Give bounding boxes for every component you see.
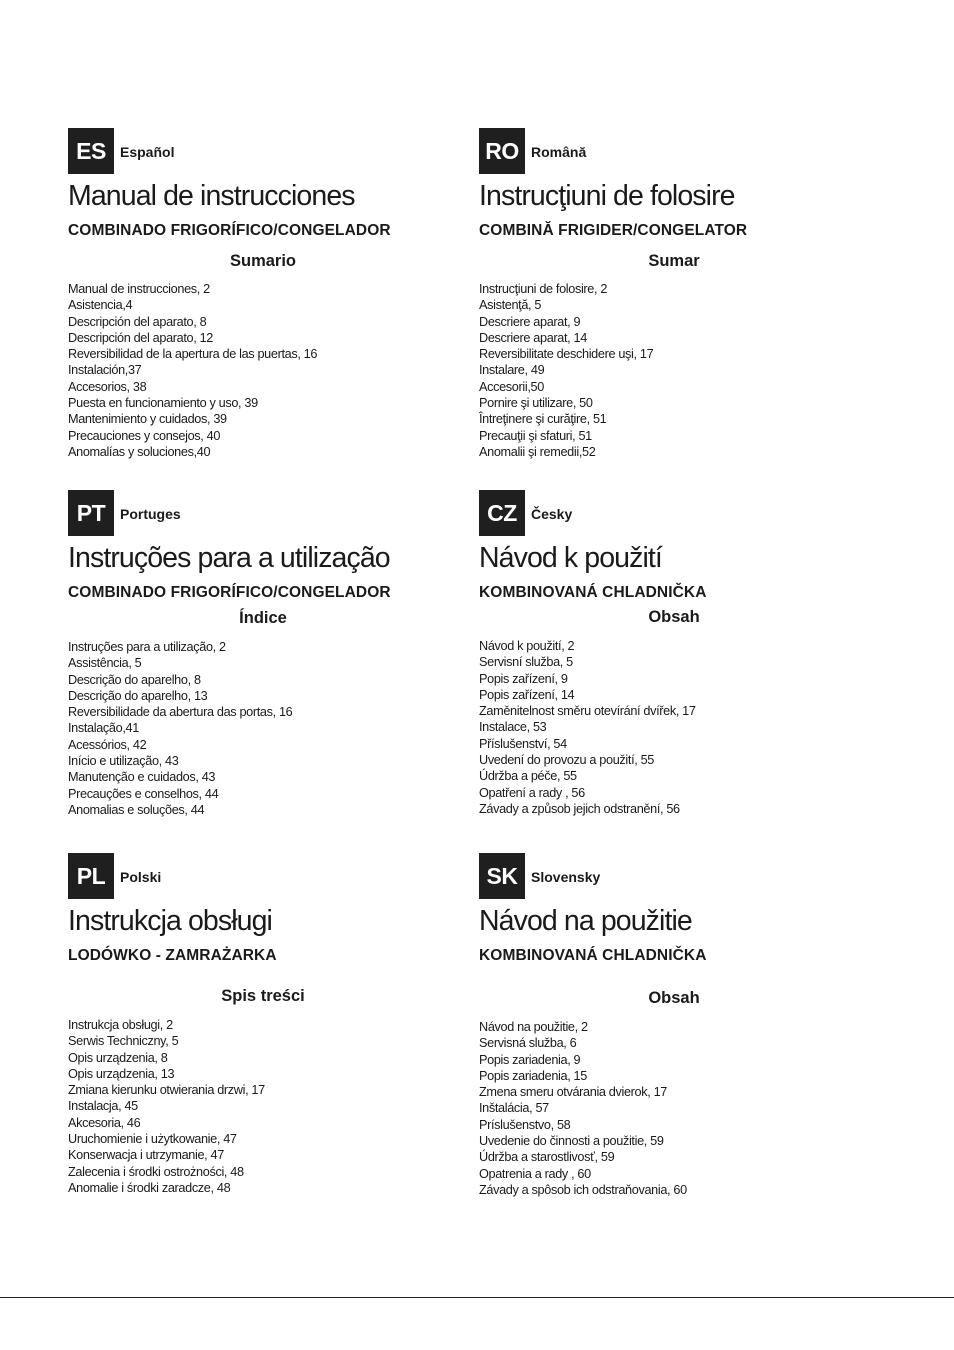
list-item: Serwis Techniczny, 5 [68,1034,179,1049]
table-of-contents [479,1019,687,1198]
list-item: Instalacja, 45 [68,1099,138,1114]
list-item: Popis zařízení, 9 [479,671,568,686]
language-name: Polski [120,869,162,885]
manual-title: Manual de instrucciones [68,180,355,212]
contents-heading: Obsah [648,608,700,626]
list-item: Descriere aparat, 9 [479,314,581,329]
list-item: Uruchomienie i użytkowanie, 47 [68,1132,237,1147]
list-item: Inštalácia, 57 [479,1101,549,1116]
product-subtitle: COMBINADO FRIGORÍFICO/CONGELADOR [68,584,391,601]
list-item: Instalación,37 [68,363,142,378]
list-item: Zaměnitelnost směru otevírání dvířek, 17 [479,704,696,719]
list-item: Accesorii,50 [479,379,544,394]
manual-title: Instruções para a utilização [68,542,390,574]
list-item: Instalace, 53 [479,720,547,735]
list-item: Údržba a starostlivosť, 59 [479,1150,615,1165]
list-item: Opis urządzenia, 8 [68,1050,168,1065]
section-pl [68,853,438,1195]
product-subtitle: LODÓWKO - ZAMRAŻARKA [68,947,277,964]
list-item: Instalare, 49 [479,363,545,378]
list-item: Příslušenství, 54 [479,736,567,751]
language-code-badge: ES [68,128,114,174]
list-item: Popis zariadenia, 15 [479,1068,587,1083]
section-ro [479,128,849,459]
list-item: Zmiana kierunku otwierania drzwi, 17 [68,1083,265,1098]
product-subtitle: KOMBINOVANÁ CHLADNIČKA [479,584,707,601]
list-item: Manutenção e cuidados, 43 [68,770,216,785]
list-item: Reversibilidade da abertura das portas, 16 [68,705,293,720]
list-item: Uvedení do provozu a použití, 55 [479,753,655,768]
language-name: Español [120,144,175,160]
contents-heading: Spis treści [221,987,305,1005]
list-item: Popis zařízení, 14 [479,687,575,702]
manual-title: Návod na použitie [479,905,692,937]
list-item: Anomalias e soluções, 44 [68,802,205,817]
list-item: Instruções para a utilização, 2 [68,640,226,654]
list-item: Asistenţă, 5 [479,298,542,313]
list-item: Opis urządzenia, 13 [68,1066,175,1081]
manual-title: Instrucţiuni de folosire [479,180,735,212]
section-header [68,853,438,899]
list-item: Mantenimiento y cuidados, 39 [68,412,227,427]
list-item: Întreţinere şi curăţire, 51 [479,412,607,427]
manual-title: Návod k použití [479,542,662,574]
section-header [479,490,849,536]
section-es [68,128,438,459]
section-header [479,853,849,899]
list-item: Reversibilidad de la apertura de las puertas, 16 [68,347,318,362]
contents-heading: Sumar [648,252,700,270]
list-item: Pornire şi utilizare, 50 [479,396,593,411]
list-item: Anomalii şi remedii,52 [479,444,596,459]
list-item: Precauciones y consejos, 40 [68,428,221,443]
list-item: Acessórios, 42 [68,737,147,752]
table-of-contents [68,639,292,818]
list-item: Závady a spôsob ich odstraňovania, 60 [479,1182,687,1197]
section-sk [479,853,849,1197]
list-item: Início e utilização, 43 [68,754,179,769]
table-of-contents [68,281,317,460]
list-item: Anomalías y soluciones,40 [68,444,211,459]
bottom-divider [0,1297,954,1298]
contents-heading: Obsah [648,989,700,1007]
list-item: Reversibilitate deschidere uşi, 17 [479,347,654,362]
list-item: Anomalie i środki zaradcze, 48 [68,1180,231,1195]
table-of-contents [479,638,696,817]
list-item: Opatření a rady , 56 [479,785,585,800]
list-item: Servisní služba, 5 [479,655,573,670]
language-name: Română [531,144,587,160]
list-item: Descrição do aparelho, 13 [68,688,208,703]
list-item: Návod k použití, 2 [479,639,575,653]
section-header [479,128,849,174]
language-name: Česky [531,506,573,522]
list-item: Popis zariadenia, 9 [479,1052,581,1067]
section-header [68,128,438,174]
list-item: Servisná služba, 6 [479,1036,577,1051]
list-item: Accesorios, 38 [68,379,147,394]
language-code-badge: RO [479,128,525,174]
language-code-badge: SK [479,853,525,899]
product-subtitle: KOMBINOVANÁ CHLADNIČKA [479,947,707,964]
list-item: Asistencia,4 [68,298,133,313]
list-item: Príslušenstvo, 58 [479,1117,571,1132]
list-item: Instalação,41 [68,721,139,736]
list-item: Descripción del aparato, 12 [68,330,214,345]
language-name: Slovensky [531,869,601,885]
list-item: Descripción del aparato, 8 [68,314,207,329]
list-item: Zalecenia i środki ostrożności, 48 [68,1164,244,1179]
list-item: Akcesoria, 46 [68,1115,141,1130]
section-pt [68,490,438,817]
product-subtitle: COMBINADO FRIGORÍFICO/CONGELADOR [68,222,391,239]
list-item: Puesta en funcionamiento y uso, 39 [68,396,258,411]
list-item: Konserwacja i utrzymanie, 47 [68,1148,224,1163]
list-item: Descriere aparat, 14 [479,330,587,345]
list-item: Precauções e conselhos, 44 [68,786,219,801]
language-name: Portuges [120,506,181,522]
manual-title: Instrukcja obsługi [68,905,272,937]
table-of-contents [479,281,653,460]
list-item: Údržba a péče, 55 [479,769,577,784]
product-subtitle: COMBINĂ FRIGIDER/CONGELATOR [479,222,748,239]
list-item: Assistência, 5 [68,656,142,671]
list-item: Precauţii şi sfaturi, 51 [479,428,592,443]
section-header [68,490,438,536]
list-item: Instrucţiuni de folosire, 2 [479,282,608,296]
list-item: Zmena smeru otvárania dvierok, 17 [479,1085,668,1100]
list-item: Návod na použitie, 2 [479,1020,588,1034]
list-item: Manual de instrucciones, 2 [68,282,210,296]
list-item: Descrição do aparelho, 8 [68,672,201,687]
list-item: Uvedenie do činnosti a použitie, 59 [479,1134,664,1149]
contents-heading: Índice [239,609,287,627]
language-code-badge: PL [68,853,114,899]
language-code-badge: CZ [479,490,525,536]
contents-heading: Sumario [229,252,297,270]
language-code-badge: PT [68,490,114,536]
table-of-contents [68,1017,265,1196]
section-cz [479,490,849,816]
list-item: Závady a způsob jejich odstranění, 56 [479,801,680,816]
list-item: Instrukcja obsługi, 2 [68,1018,173,1032]
list-item: Opatrenia a rady , 60 [479,1166,591,1181]
